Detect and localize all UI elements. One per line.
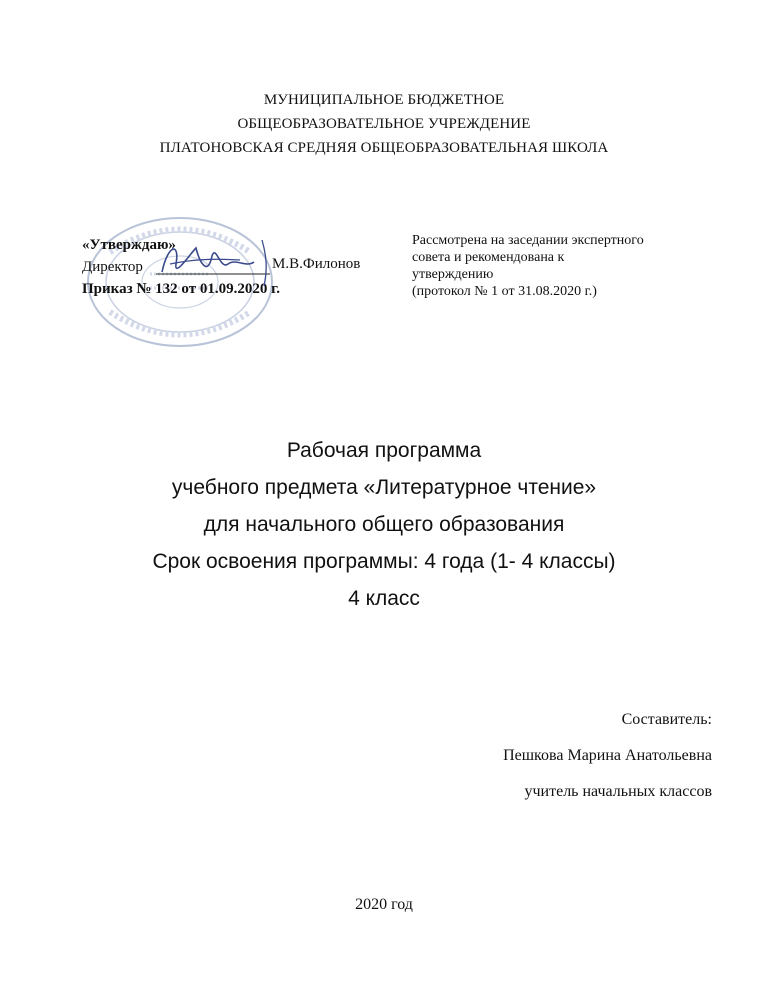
order-number: Приказ № 132 от 01.09.2020 г. [82, 281, 280, 297]
school-header-line-1: МУНИЦИПАЛЬНОЕ БЮДЖЕТНОЕ [263, 92, 505, 108]
approval-block [72, 210, 392, 360]
document-year: 2020 год [355, 896, 413, 913]
review-line-4: (протокол № 1 от 31.08.2020 г.) [412, 284, 597, 299]
title-line-2: учебного предмета «Литературное чтение» [171, 476, 597, 499]
review-line-1: Рассмотрена на заседании экспертного [412, 233, 644, 248]
review-line-2: совета и рекомендована к [412, 250, 565, 265]
director-signature-icon [150, 234, 280, 294]
program-title [0, 432, 768, 617]
review-block [412, 232, 732, 300]
approval-title: «Утверждаю» [82, 237, 176, 253]
director-name: М.В.Филонов [272, 256, 361, 272]
school-header [0, 88, 768, 160]
director-position: Директор [82, 259, 143, 275]
author-role: учитель начальных классов [524, 783, 712, 800]
title-line-3: для начального общего образования [203, 513, 565, 536]
author-block [503, 702, 712, 810]
review-line-3: утверждению [412, 267, 494, 282]
author-label: Составитель: [621, 711, 712, 728]
title-line-1: Рабочая программа [286, 439, 482, 462]
title-line-4: Срок освоения программы: 4 года (1- 4 классы) [152, 550, 616, 573]
school-header-line-3: ПЛАТОНОВСКАЯ СРЕДНЯЯ ОБЩЕОБРАЗОВАТЕЛЬНАЯ ШКОЛА [159, 140, 609, 156]
author-name: Пешкова Марина Анатольевна [503, 747, 712, 764]
title-line-5: 4 класс [348, 587, 420, 610]
school-header-line-2: ОБЩЕОБРАЗОВАТЕЛЬНОЕ УЧРЕЖДЕНИЕ [237, 116, 531, 132]
